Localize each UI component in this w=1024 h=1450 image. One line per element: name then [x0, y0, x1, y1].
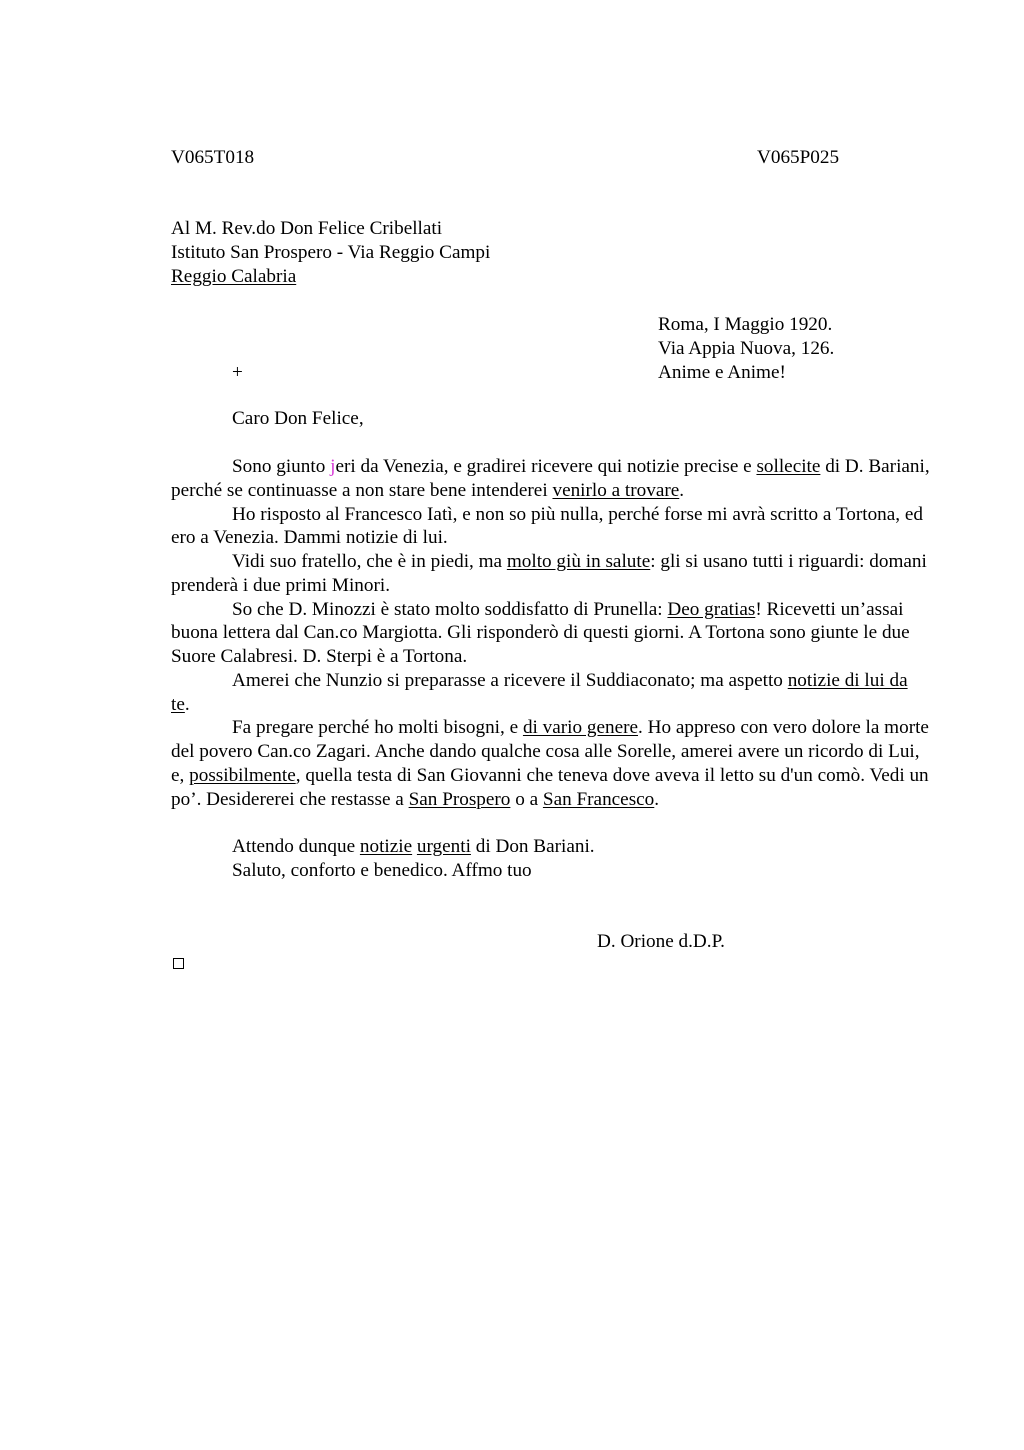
text: : gli si usano tutti i riguardi: domani prenderà i due primi Minori. [171, 551, 927, 596]
underlined-text: urgenti [416, 836, 471, 857]
paragraph-4 [171, 598, 931, 669]
underlined-text: San Prospero [408, 788, 511, 810]
text: Fa pregare perché ho molti bisogni, e [232, 717, 523, 739]
paragraph-1 [171, 455, 931, 503]
cross-mark: + [232, 362, 243, 383]
highlighted-letter: j [330, 456, 336, 477]
paragraph-5 [171, 669, 931, 717]
closing-line-2: Saluto, conforto e benedico. Affmo tuo [232, 859, 532, 881]
underlined-text: molto giù in salute [506, 551, 651, 572]
underlined-text: venirlo a trovare [552, 479, 680, 501]
text: So che D. Minozzi è stato molto soddisfatto di Prunella: [232, 598, 668, 620]
text: . [679, 479, 685, 501]
text: Attendo dunque [232, 836, 360, 857]
closing-line-1 [232, 835, 595, 859]
addressee-city: Reggio Calabria [171, 266, 297, 287]
text: o a [510, 788, 543, 810]
underlined-text: sollecite [756, 456, 821, 477]
text: Amerei che Nunzio si preparasse a ricevere il Suddiaconato; ma aspetto [232, 669, 788, 691]
signature: D. Orione d.D.P. [597, 931, 725, 952]
dateline-block [658, 313, 834, 385]
addressee-block [171, 217, 490, 289]
motto: Anime e Anime! [658, 362, 786, 383]
place-date: Roma, I Maggio 1920. [658, 314, 833, 335]
addressee-name: Al M. Rev.do Don Felice Cribellati [171, 218, 443, 239]
paragraph-3 [171, 550, 931, 598]
text: , quella testa di San Giovanni che teneva dove aveva il letto su d'un comò. Vedi un po’. Desidererei che restasse a [171, 764, 929, 810]
document-code-right: V065P025 [757, 147, 840, 168]
closing-block [232, 835, 595, 883]
checkbox-square-icon [173, 958, 184, 969]
underlined-text: San Francesco [542, 788, 655, 810]
paragraph-2: Ho risposto al Francesco Iatì, e non so più nulla, perché forse mi avrà scritto a Tortona, ed ero a Venezia. Dammi notizie di lui. [171, 503, 923, 549]
document-code-left: V065T018 [171, 147, 255, 168]
text: di Don Bariani. [470, 836, 595, 857]
underlined-text: Deo gratias [667, 598, 756, 620]
text: eri da Venezia, e gradirei ricevere qui notizie precise e [335, 456, 757, 477]
text: Sono giunto [232, 456, 331, 477]
letter-body [171, 455, 931, 811]
underlined-text: notizie di lui da te [171, 669, 908, 715]
text: . [184, 693, 190, 715]
addressee-institute: Istituto San Prospero - Via Reggio Campi [171, 242, 491, 263]
underlined-text: di vario genere [522, 717, 639, 739]
salutation: Caro Don Felice, [232, 408, 364, 429]
underlined-text: possibilmente [189, 764, 296, 786]
text: di D. Bariani, perché se continuasse a non stare bene intenderei [171, 456, 930, 501]
text: . Ho appreso con vero dolore la morte del povero Can.co Zagari. Anche dando qualche cosa alle Sorelle, amerei avere un ricordo di Lui, e, [171, 717, 929, 786]
sender-street: Via Appia Nuova, 126. [658, 338, 835, 359]
text: Vidi suo fratello, che è in piedi, ma [232, 551, 507, 572]
paragraph-6 [171, 716, 931, 811]
underlined-text: notizie [359, 836, 413, 857]
text: . [654, 788, 660, 810]
text: ! Ricevetti un’assai buona lettera dal Can.co Margiotta. Gli risponderò di questi giorni. A Tortona sono giunte le due Suore Calabresi. D. Sterpi è a Tortona. [171, 598, 910, 667]
